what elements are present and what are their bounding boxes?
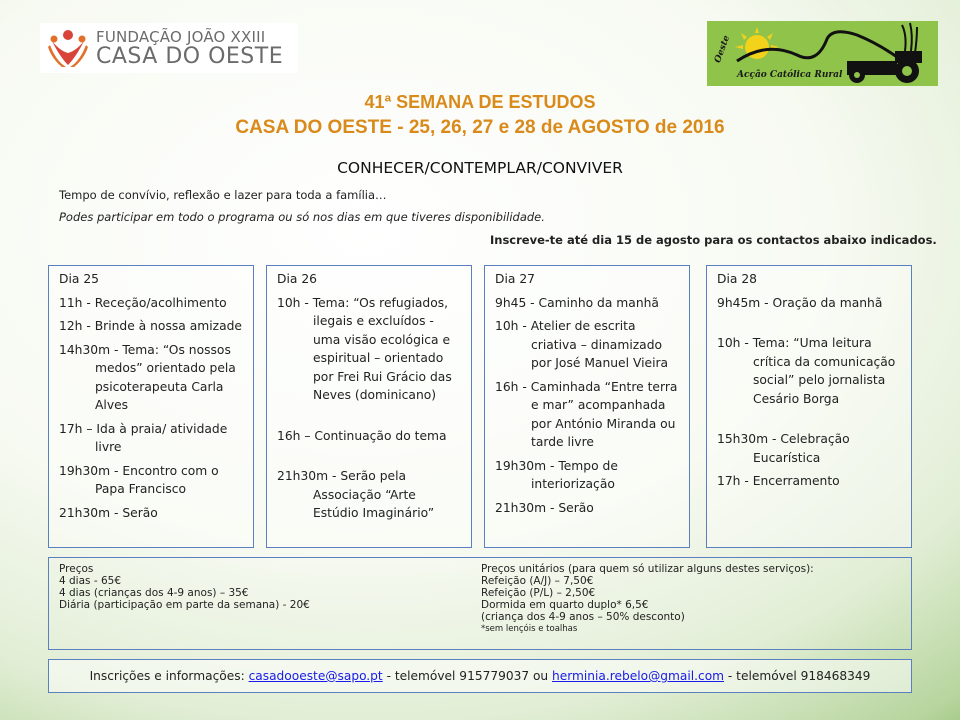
page-title: 41ª SEMANA DE ESTUDOS [364,92,596,112]
unit-prices-title: Preços unitários (para quem só utilizar alguns destes serviços): [481,563,814,575]
unit-price-item: Refeição (A/J) – 7,50€ [481,575,594,587]
theme-heading: CONHECER/CONTEMPLAR/CONVIVER [337,159,623,177]
event-item: 9h45m - Oração da manhã [717,295,883,310]
day-label: Dia 28 [717,272,757,286]
day-box-26 [266,265,472,548]
logo-acr-text: Acção Católica Rural [737,70,843,80]
day-label: Dia 26 [277,272,317,286]
page-subtitle-dates: CASA DO OESTE - 25, 26, 27 e 28 de AGOSTO de 2016 [235,117,725,138]
contacts-phone-2: - telemóvel 918468349 [724,669,871,683]
event-item: 19h30m - Tempo de interiorização [495,458,618,491]
people-logo-icon [46,27,90,69]
day-box-25 [48,265,254,548]
logo-fundacao [40,23,298,73]
prices-title: Preços [59,563,94,575]
price-note: *sem lençóis e toalhas [481,624,578,634]
event-item: 14h30m - Tema: “Os nossos medos” orientado pela psicoterapeuta Carla Alves [59,342,236,412]
unit-price-item: Dormida em quarto duplo* 6,5€ [481,599,649,611]
unit-price-item: Refeição (P/L) – 2,50€ [481,587,596,599]
contacts-prefix: Inscrições e informações: [89,669,245,683]
intro-text-2: Podes participar em todo o programa ou só nos dias em que tiveres disponibilidade. [59,210,545,224]
logo-line-1: FUNDAÇÃO JOÃO XXIII [96,28,266,46]
logo-region-text: Oeste [713,34,733,65]
event-item: 10h - Atelier de escrita criativa – dinamizado por José Manuel Vieira [495,319,669,370]
event-item: 16h - Caminhada “Entre terra e mar” acompanhada por António Miranda ou tarde livre [495,379,678,449]
email-link-casadooeste[interactable]: casadooeste@sapo.pt [248,669,383,683]
event-item: 21h30m - Serão pela Associação “Arte Estúdio Imaginário” [277,469,435,520]
prices-full [59,563,310,611]
event-item: 21h30m - Serão [495,500,594,515]
price-item: 4 dias (crianças dos 4-9 anos) – 35€ [59,587,249,599]
event-item: 10h - Tema: “Os refugiados, ilegais e excluídos - uma visão ecológica e espiritual – orientado por Frei Rui Grácio das Neves (dominicano) [277,295,452,402]
price-item: 4 dias - 65€ [59,575,122,587]
prices-box [48,557,912,650]
day-box-27 [484,265,690,548]
day-label: Dia 25 [59,272,99,286]
event-item: 17h - Encerramento [717,474,840,488]
unit-price-item: (criança dos 4-9 anos – 50% desconto) [481,611,685,623]
event-item: 19h30m - Encontro com o Papa Francisco [59,463,219,496]
event-item: 17h – Ida à praia/ atividade livre [59,421,228,454]
prices-unit [481,563,814,635]
event-item: 12h - Brinde à nossa amizade [59,319,242,333]
event-item: 11h - Receção/acolhimento [59,295,227,310]
intro-text-3: Inscreve-te até dia 15 de agosto para os contactos abaixo indicados. [490,233,937,247]
email-link-herminia[interactable]: herminia.rebelo@gmail.com [552,669,725,683]
day-label: Dia 27 [495,272,535,286]
logo-acr [707,21,938,86]
day-box-28 [706,265,912,548]
contacts-box [48,659,912,693]
event-item: 16h – Continuação do tema [277,428,447,443]
event-item: 15h30m - Celebração Eucarística [717,432,850,465]
intro-text-1: Tempo de convívio, reflexão e lazer para toda a família… [59,188,387,202]
logo-line-2: CASA DO OESTE [96,44,284,69]
price-item: Diária (participação em parte da semana) - 20€ [59,599,310,611]
event-item: 9h45 - Caminho da manhã [495,295,659,310]
event-item: 21h30m - Serão [59,505,158,520]
contacts-phone-1: - telemóvel 915779037 ou [382,669,553,683]
event-item: 10h - Tema: “Uma leitura crítica da comunicação social” pelo jornalista Cesário Borga [717,336,896,406]
